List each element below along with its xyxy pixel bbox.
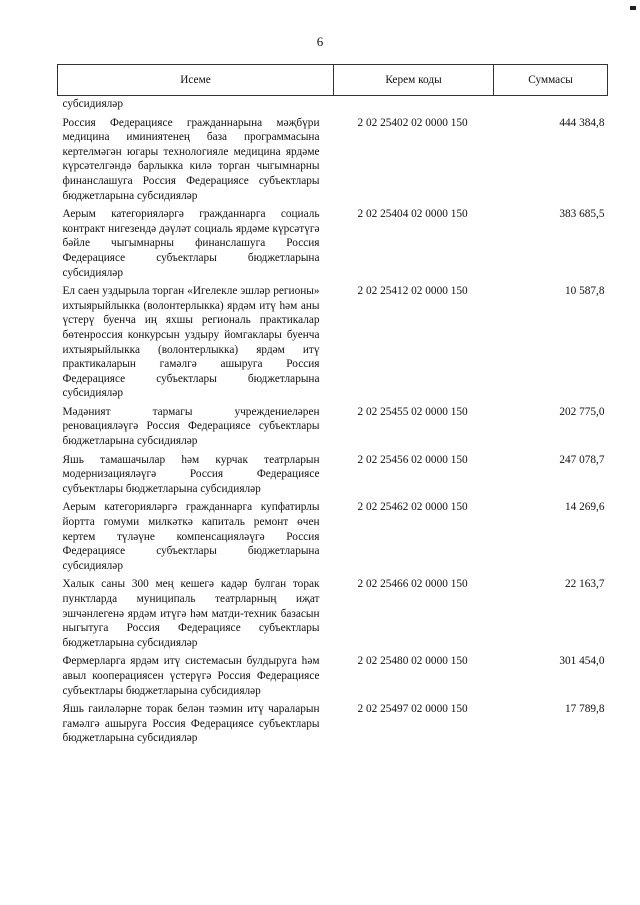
row-name: Халык саны 300 мең кешегә кадәр булган торак пунктларда муниципаль театрларның иҗат эшчәнлегенә ярдәм итүгә һәм матди-техник базасын ныгытуга Россия Федерациясе субъектлары бюджетларына субсидияләр [62,578,320,649]
row-name: Аерым категорияләргә гражданнарга социаль контракт нигезендә дәүләт социаль ярдәме күрсәтүгә бәйле чыгымнарны финанслашуга Россия Федерациясе субъектлары бюджетларына субсидияләр [62,208,320,279]
row-code: 2 02 25455 02 0000 150 [357,405,468,418]
row-sum: 14 269,6 [564,501,605,514]
row-sum: 247 078,7 [559,453,605,466]
row-code: 2 02 25466 02 0000 150 [357,578,468,591]
table-header [58,65,608,96]
row-code: 2 02 25456 02 0000 150 [357,453,468,466]
row-sum: 202 775,0 [559,405,605,418]
row-code: 2 02 25497 02 0000 150 [357,703,468,716]
row-name: Яшь гаиләләрне торак белән тәэмин итү чараларын гамәлгә ашыруга Россия Федерациясе субъектлары бюджетларына субсидияләр [62,703,320,745]
row-code: 2 02 25404 02 0000 150 [357,208,468,221]
header-code: Керем коды [334,65,494,96]
continuation-text: субсидияләр [62,98,123,110]
row-code: 2 02 25462 02 0000 150 [357,501,468,514]
table-row [58,449,608,497]
budget-table [57,64,608,746]
row-sum: 10 587,8 [564,285,605,298]
row-sum: 22 163,7 [564,578,605,591]
table-row [58,203,608,280]
row-sum: 301 454,0 [559,655,605,668]
row-name: Фермерларга ярдәм итү системасын булдыруга һәм авыл кооперациясен үстерүгә Россия Федерациясе субъектлары бюджетларына субсидияләр [62,655,320,697]
row-sum: 17 789,8 [564,703,605,716]
table-row [58,573,608,650]
row-sum: 383 685,5 [559,208,605,221]
table-row [58,401,608,449]
row-sum: 444 384,8 [559,116,605,129]
corner-mark [630,6,636,10]
row-name: Аерым категорияләргә гражданнарга купфатирлы йортта гомуми милкәткә капиталь ремонт өчен кертем түләүне компенсацияләүгә Россия Федерациясе субъектлары бюджетларына субсидияләр [62,501,320,572]
table-row [58,698,608,746]
row-code: 2 02 25412 02 0000 150 [357,285,468,298]
table-row [58,112,608,204]
row-name: Яшь тамашачылар һәм курчак театрларын модернизацияләүгә Россия Федерациясе субъектлары бюджетларына субсидияләр [62,453,320,495]
table-row [58,280,608,401]
page-number: 6 [316,34,324,49]
row-code: 2 02 25480 02 0000 150 [357,655,468,668]
table-row [58,650,608,698]
table-row [58,496,608,573]
row-code: 2 02 25402 02 0000 150 [357,116,468,129]
row-name: Мәдәният тармагы учреждениеләрен реновацияләүгә Россия Федерациясе субъектлары бюджетларына субсидияләр [62,405,320,448]
header-name: Исеме [58,65,334,96]
continuation-row [58,96,608,112]
header-sum: Суммасы [494,65,608,96]
row-name: Россия Федерациясе гражданнарына мәҗбүри медицина иминиятенең база программасына кертелмәгән югары технологияле медицина ярдәме күрсәтелгәндә барлыкка килә торган чыгымнарны финанслашуга Россия Федерациясе субъектлары бюджетларына субсидияләр [62,116,320,202]
row-name: Ел саен уздырыла торган «Игелекле эшләр регионы» ихтыярыйлыкка (волонтерлыкка) ярдәм итү һәм аны үстерү буенча иң яхшы региональ практикалар бөтенроссия конкурсын уздыру йомгаклары буенча ихтыярыйлыкка (волонтерлыкка) ярдәм итү практикаларын гамәлгә ашыруга Россия Федерациясе субъектлары бюджетларына субсидияләр [62,285,320,400]
